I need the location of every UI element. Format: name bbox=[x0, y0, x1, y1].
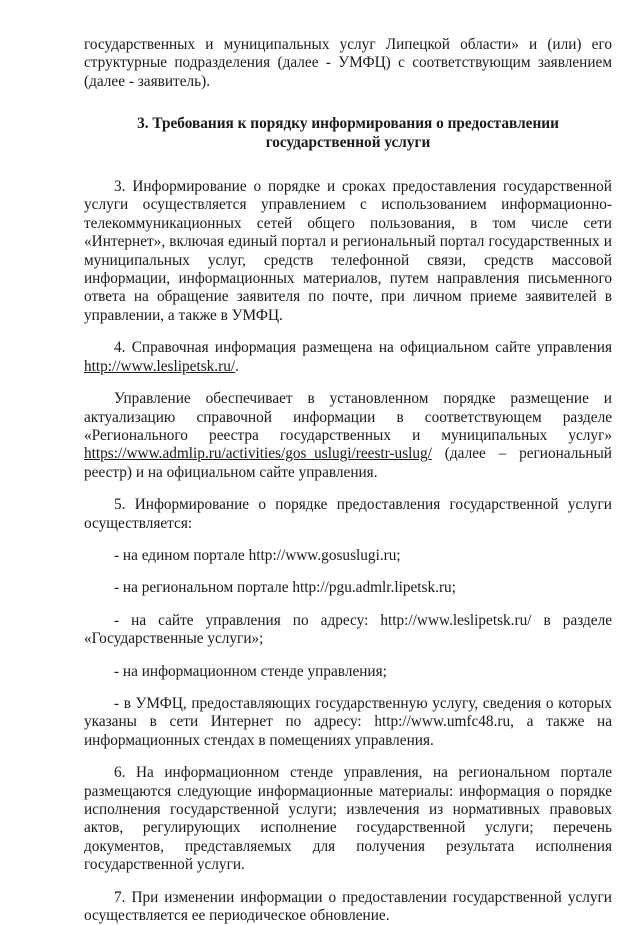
list-item-stand: - на информационном стенде управления; bbox=[114, 662, 387, 680]
paragraph-registry-text: Управление обеспечивает в установленном порядке размещение и актуализацию справочной информации в соответствующем разделе «Регионального реестра государственных и муниципальных услуг» bbox=[84, 390, 612, 444]
section-title-line-1: 3. Требования к порядку информирования о предоставлении bbox=[137, 115, 559, 133]
section-title-line-2: государственной услуги bbox=[265, 133, 431, 151]
paragraph-4 bbox=[84, 339, 612, 376]
section-heading bbox=[84, 115, 612, 152]
official-site-link[interactable]: http://www.leslipetsk.ru/ bbox=[84, 357, 236, 375]
paragraph-4-end: . bbox=[235, 357, 239, 375]
registry-link[interactable]: https://www.admlip.ru/activities/gos_uslugi/reestr-uslug/ bbox=[84, 445, 432, 463]
list-item-gosuslugi: - на едином портале http://www.gosuslugi.ru; bbox=[114, 546, 401, 564]
paragraph-registry bbox=[84, 390, 612, 482]
intro-paragraph: государственных и муниципальных услуг Липецкой области» и (или) его структурные подразделения (далее - УМФЦ) с соответствующим заявлением (далее - заявитель). bbox=[84, 36, 612, 90]
paragraph-registry-end: (далее – региональный реестр) и на официальном сайте управления. bbox=[84, 445, 612, 481]
list-item-site: - на сайте управления по адресу: http://www.leslipetsk.ru/ в разделе «Государственные услуги»; bbox=[84, 611, 612, 648]
list-item-umfc: - в УМФЦ, предоставляющих государственную услугу, сведения о которых указаны в сети Интернет по адресу: http://www.umfc48.ru, а также на информационных стендах в помещениях управления. bbox=[84, 694, 612, 749]
paragraph-3: 3. Информирование о порядке и сроках предоставления государственной услуги осуществляется управлением с использованием информационно-телекоммуникационных сетей общего пользования, в том числе сети «Интернет», включая единый портал и региональный портал государственных и муниципальных услуг, средств телефонной связи, средств массовой информации, информационных материалов, путем направления письменного ответа на обращение заявителя по почте, при личном приеме заявителей в управлении, а также в УМФЦ. bbox=[84, 178, 612, 324]
paragraph-4-text: 4. Справочная информация размещена на официальном сайте управления bbox=[114, 339, 612, 357]
list-item-regional-portal: - на региональном портале http://pgu.admlr.lipetsk.ru; bbox=[114, 579, 456, 597]
paragraph-6: 6. На информационном стенде управления, на региональном портале размещаются следующие информационные материалы: информация о порядке исполнения государственной услуги; извлечения из нормативных правовых актов, регулирующих исполнение государственной услуги; перечень документов, представляемых для получения результата исполнения государственной услуги. bbox=[84, 764, 612, 874]
paragraph-7: 7. При изменении информации о предоставлении государственной услуги осуществляется ее периодическое обновление. bbox=[84, 888, 612, 925]
paragraph-5: 5. Информирование о порядке предоставления государственной услуги осуществляется: bbox=[84, 496, 612, 532]
